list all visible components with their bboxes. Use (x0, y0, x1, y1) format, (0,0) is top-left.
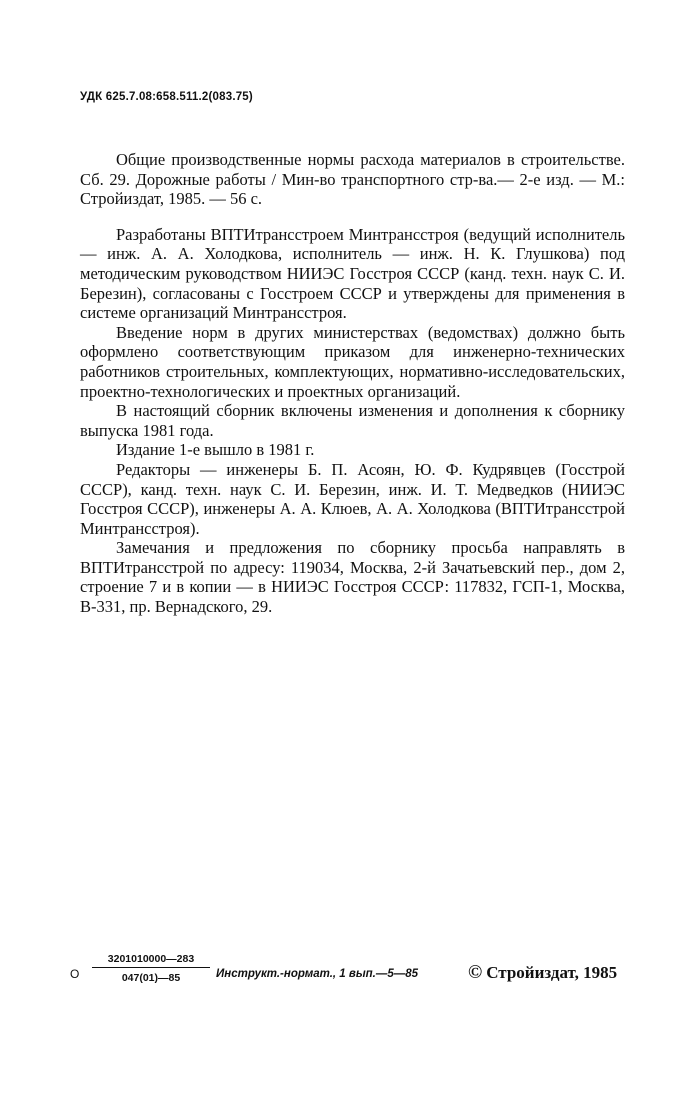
index-denominator: 047(01)—85 (92, 967, 210, 984)
copyright-icon: © (468, 962, 483, 983)
first-edition-note: Издание 1-е вышло в 1981 г. (116, 440, 315, 460)
instruction-code: Инструкт.-нормат., 1 вып.—5—85 (216, 968, 419, 980)
imprint-footer (70, 950, 630, 994)
annotation-text (80, 150, 625, 617)
editors-paragraph: Редакторы — инженеры Б. П. Асоян, Ю. Ф. Кудрявцев (Госстрой СССР), канд. техн. наук С. И. Березин, инж. И. Т. Медведков (НИИЭС Госстроя СССР), инженеры А. А. Клюев, А. А. Холодкова (ВПТИтрансстрой Минтрансстроя). (80, 459, 625, 538)
bibliographic-description: Общие производственные нормы расхода материалов в строительстве. Сб. 29. Дорожные работы / Мин-во транспортного стр-ва.— 2-е изд. — М.: Стройиздат, 1985. — 56 с. (80, 150, 625, 209)
developers-paragraph: Разработаны ВПТИтрансстроем Минтрансстроя (ведущий исполнитель — инж. А. А. Холодкова, исполнитель — инж. Н. К. Глушкова) под методическим руководством НИИЭС Госстроя СССР (канд. техн. наук С. И. Березин), согласованы с Госстроем СССР и утверждены для применения в системе организаций Минтрансстроя. (80, 224, 625, 323)
imprint-prefix: О (70, 967, 80, 981)
contents-paragraph: В настоящий сборник включены изменения и дополнения к сборнику выпуска 1981 года. (80, 401, 625, 440)
index-numerator: 3201010000—283 (107, 953, 195, 965)
feedback-address-paragraph: Замечания и предложения по сборнику просьба направлять в ВПТИтрансстрой по адресу: 119034, Москва, 2-й Зачатьевский пер., дом 2, строение 7 и в копии — в НИИЭС Госстроя СССР: 117832, ГСП-1, Москва, В-331, пр. Вернадского, 29. (80, 538, 625, 617)
introduction-paragraph: Введение норм в других министерствах (ведомствах) должно быть оформлено соответствующим приказом для инженерно-технических работников строительных, комплектующих, нормативно-исследовательских, проектно-технологических и проектных организаций. (80, 322, 625, 401)
copyright-notice (468, 962, 617, 984)
imprint-index-fraction (92, 953, 210, 984)
copyright-text: Стройиздат, 1985 (486, 963, 618, 982)
udk-code: УДК 625.7.08:658.511.2(083.75) (80, 91, 253, 103)
